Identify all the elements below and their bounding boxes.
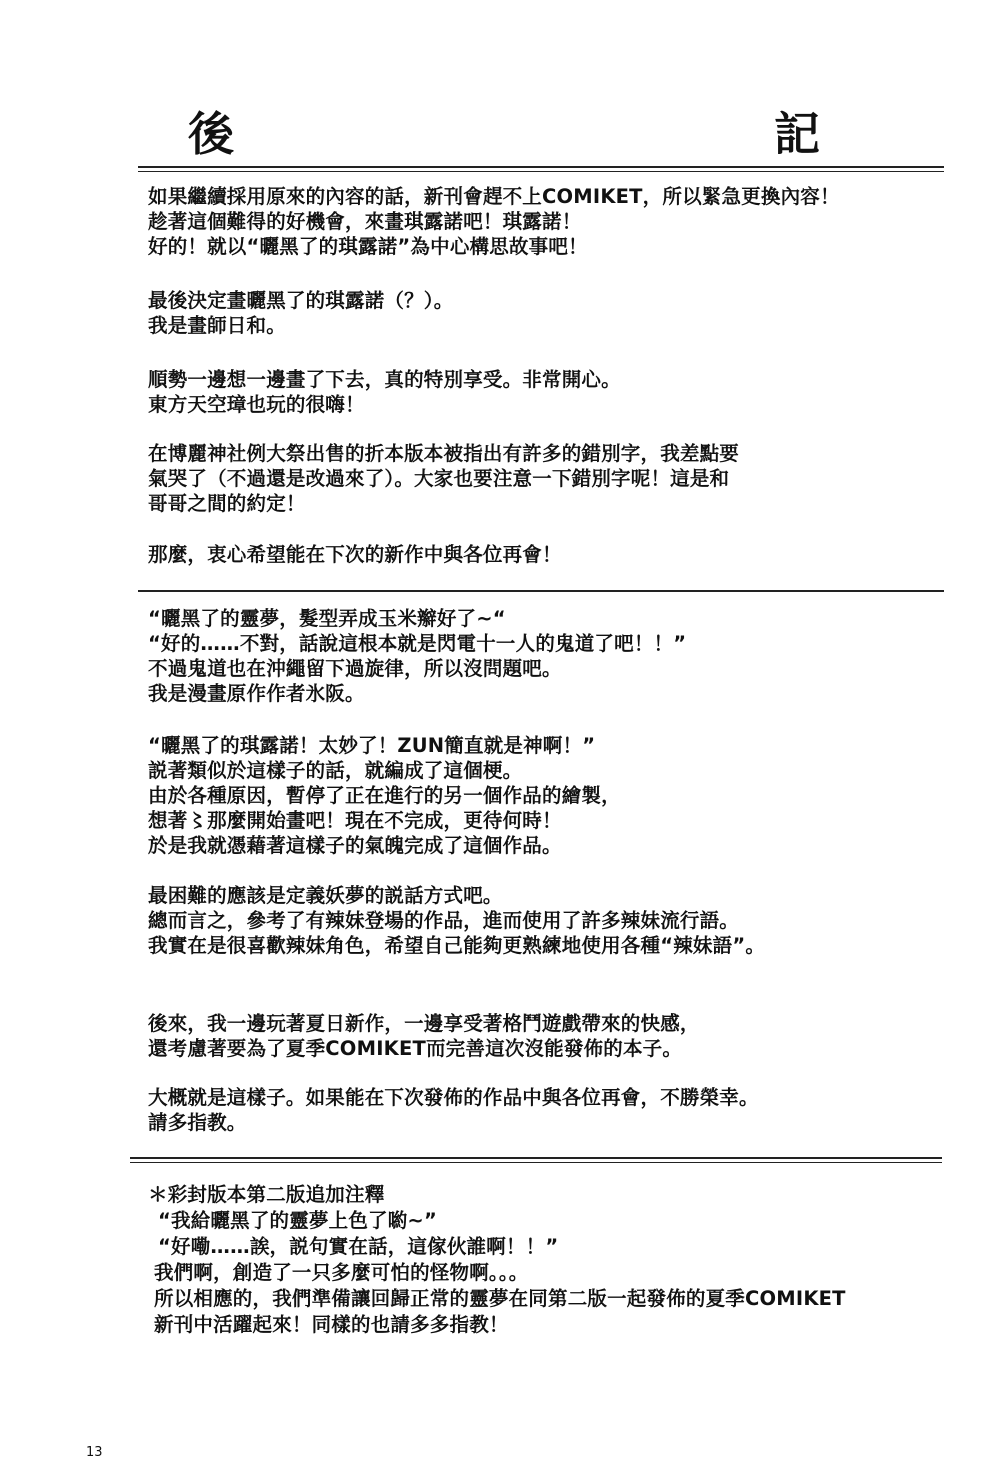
text-line: 如果繼續採用原來的內容的話，新刊會趕不上COMIKET，所以緊急更換內容！ [148,185,840,208]
title-right-char: 記 [774,107,820,161]
paragraph [148,542,562,567]
section-second-edition-note [148,1182,846,1338]
paragraph [148,1011,700,1061]
text-line: 想著〻那麼開始畫吧！現在不完成，更待何時！ [148,809,562,832]
paragraph [148,883,765,958]
text-line: 東方天空璋也玩的很嗨！ [148,393,365,416]
section-hisaka-p1 [148,606,686,706]
text-line: 不過鬼道也在沖繩留下過旋律，所以沒問題吧。 [148,657,562,680]
section-hisaka-p2 [148,733,621,858]
section-hiyori-p3 [148,367,621,417]
paragraph [148,1182,846,1338]
text-line: 哥哥之間的約定！ [148,492,306,515]
title-divider [138,166,944,168]
text-line: 於是我就憑藉著這樣子的氣魄完成了這個作品。 [148,834,562,857]
text-line: “曬黑了的琪露諾！太妙了！ZUN簡直就是神啊！” [148,734,596,757]
text-line: 後來，我一邊玩著夏日新作，一邊享受著格鬥遊戲帶來的快感， [148,1012,700,1035]
text-line: 順勢一邊想一邊畫了下去，真的特別享受。非常開心。 [148,368,621,391]
text-line: 趁著這個難得的好機會，來畫琪露諾吧！琪露諾！ [148,210,582,233]
section-hiyori-p5 [148,542,562,567]
paragraph [148,733,621,858]
text-line: “好的……不對，話說這根本就是閃電十一人的鬼道了吧！！” [148,632,687,655]
text-line: 總而言之，參考了有辣妹登場的作品，進而使用了許多辣妹流行語。 [148,909,740,932]
section-divider [138,590,944,592]
paragraph [148,367,621,417]
text-line: 最困難的應該是定義妖夢的説話方式吧。 [148,884,503,907]
text-line: 新刊中活躍起來！同樣的也請多多指教！ [154,1313,509,1336]
section-hisaka-p3 [148,883,765,958]
text-line: “曬黑了的靈夢，髮型弄成玉米辮好了~“ [148,607,506,630]
title-left-char: 後 [188,107,234,161]
text-line: “好嘞……誒，説句實在話，這傢伙誰啊！！” [158,1235,559,1258]
text-line: 所以相應的，我們準備讓回歸正常的靈夢在同第二版一起發佈的夏季COMIKET [154,1287,846,1310]
text-line: 我是漫畫原作作者氷阪。 [148,682,365,705]
text-line: 請多指教。 [148,1111,247,1134]
paragraph [148,1085,759,1135]
text-line: 那麼，衷心希望能在下次的新作中與各位再會！ [148,543,562,566]
page-number: 13 [86,1445,103,1460]
text-line: 在博麗神社例大祭出售的折本版本被指出有許多的錯別字，我差點要 [148,442,740,465]
text-line: 説著類似於這樣子的話，就編成了這個梗。 [148,759,523,782]
paragraph [148,184,840,259]
text-line: 大概就是這樣子。如果能在下次發佈的作品中與各位再會，不勝榮幸。 [148,1086,759,1109]
paragraph [148,441,739,516]
notes-divider [130,1157,942,1159]
text-line: 由於各種原因，暫停了正在進行的另一個作品的繪製， [148,784,621,807]
text-line: 最後決定畫曬黑了的琪露諾（？）。 [148,289,454,312]
section-hiyori-p4 [148,441,739,516]
section-hiyori-p2 [148,288,453,338]
section-hisaka-p5 [148,1085,759,1135]
section-hisaka-p4 [148,1011,700,1061]
text-line: 我們啊，創造了一只多麼可怕的怪物啊。。。 [154,1261,529,1284]
section-hiyori [148,184,840,259]
text-line: 我實在是很喜歡辣妹角色，希望自己能夠更熟練地使用各種“辣妹語”。 [148,934,766,957]
text-line: 氣哭了（不過還是改過來了）。大家也要注意一下錯別字呢！這是和 [148,467,730,490]
paragraph [148,606,686,706]
text-line: “我給曬黑了的靈夢上色了喲~” [158,1209,437,1232]
paragraph [148,288,453,338]
note-heading: ＊彩封版本第二版追加注釋 [148,1183,385,1206]
text-line: 我是畫師日和。 [148,314,286,337]
text-line: 還考慮著要為了夏季COMIKET而完善這次沒能發佈的本子。 [148,1037,683,1060]
text-line: 好的！就以“曬黑了的琪露諾”為中心構思故事吧！ [148,235,588,258]
